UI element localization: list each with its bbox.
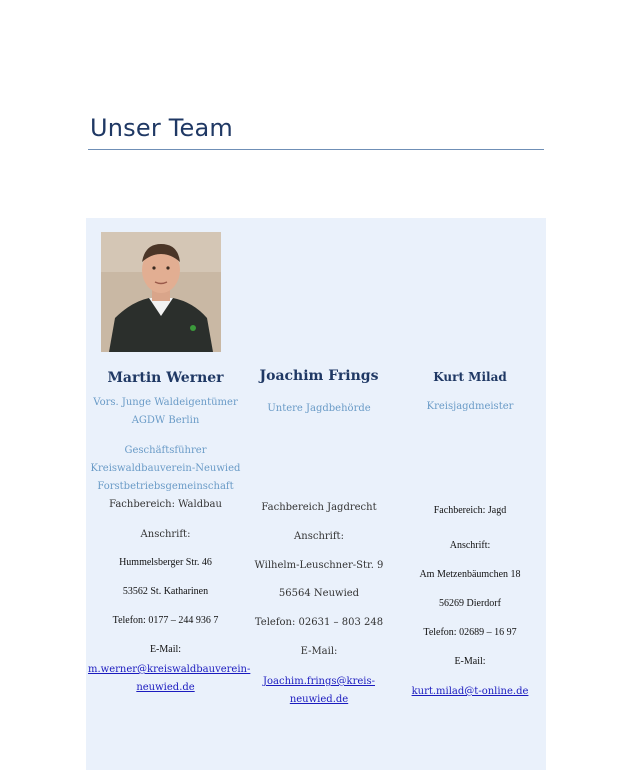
member-role: Geschäftsführer <box>124 445 207 456</box>
address-label: Anschrift: <box>140 529 191 540</box>
member-card <box>394 366 546 706</box>
member-city: 53562 St. Katharinen <box>122 586 209 597</box>
member-street: Hummelsberger Str. 46 <box>119 557 212 568</box>
member-role: Untere Jagdbehörde <box>267 403 371 414</box>
member-name: Kurt Milad <box>433 370 507 384</box>
member-name: Joachim Frings <box>259 368 379 384</box>
member-phone: Telefon: 02631 – 803 248 <box>254 617 384 628</box>
title-divider <box>88 149 544 150</box>
member-fachbereich: Fachbereich: Waldbau <box>109 499 222 510</box>
address-label: Anschrift: <box>294 531 344 542</box>
email-label: E-Mail: <box>149 644 182 655</box>
member-phone: Telefon: 0177 – 244 936 7 <box>112 615 219 626</box>
member-card <box>244 366 394 711</box>
email-label: E-Mail: <box>300 646 338 657</box>
member-photo <box>101 232 221 352</box>
member-email-link[interactable]: kurt.milad@t-online.de <box>411 686 529 697</box>
member-role: AGDW Berlin <box>131 415 200 426</box>
member-city: 56564 Neuwied <box>278 588 360 599</box>
member-card <box>88 366 251 706</box>
member-phone: Telefon: 02689 – 16 97 <box>423 627 517 638</box>
address-label: Anschrift: <box>449 540 491 551</box>
member-email-link[interactable]: Joachim.frings@kreis- <box>262 676 375 687</box>
member-email-link-cont[interactable]: neuwied.de <box>289 694 349 705</box>
member-fachbereich: Fachbereich: Jagd <box>433 505 507 516</box>
member-email-link[interactable]: m.werner@kreiswaldbauverein- <box>88 664 251 675</box>
member-city: 56269 Dierdorf <box>439 598 501 609</box>
member-fachbereich: Fachbereich Jagdrecht <box>261 502 377 513</box>
member-street: Wilhelm-Leuschner-Str. 9 <box>254 560 384 571</box>
member-role: Kreiswaldbauverein-Neuwied <box>90 463 241 474</box>
member-name: Martin Werner <box>107 370 224 386</box>
email-label: E-Mail: <box>454 656 486 667</box>
member-role: Forstbetriebsgemeinschaft <box>97 481 234 492</box>
member-role: Kreisjagdmeister <box>426 401 514 412</box>
page-title: Unser Team <box>90 114 233 142</box>
member-street: Am Metzenbäumchen 18 <box>419 569 521 580</box>
member-role: Vors. Junge Waldeigentümer <box>93 397 238 408</box>
member-email-link-cont[interactable]: neuwied.de <box>136 682 195 693</box>
